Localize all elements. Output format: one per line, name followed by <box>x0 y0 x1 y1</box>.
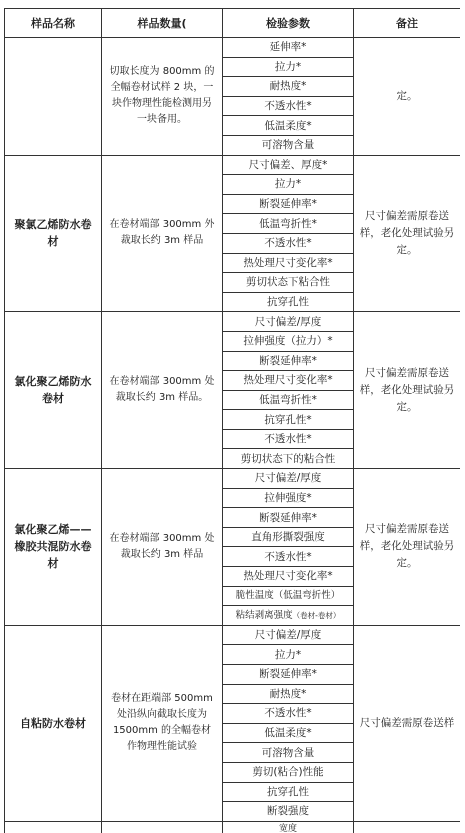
test-parameter: 低温弯折性* <box>223 214 354 234</box>
test-parameter: 不透水性* <box>223 96 354 116</box>
test-parameter: 不透水性* <box>223 704 354 724</box>
test-parameter: 断裂延伸率* <box>223 508 354 528</box>
table-row <box>5 625 461 645</box>
test-parameter: 可溶物含量 <box>223 743 354 763</box>
test-parameter: 断裂延伸率* <box>223 665 354 685</box>
sample-quantity-cell: 在卷材端部 300mm 处裁取长约 3m 样品。 <box>102 312 223 469</box>
test-parameter: 耐热度* <box>223 77 354 97</box>
sample-quantity-cell: 在卷材端部 300mm 外裁取长约 3m 样品 <box>102 155 223 312</box>
test-parameter: 热处理尺寸变化率* <box>223 567 354 587</box>
header-test-parameters: 检验参数 <box>223 9 354 38</box>
test-parameter: 断裂强度 <box>223 802 354 822</box>
remark-cell: 尺寸偏差需原卷送样，老化处理试验另定。 <box>354 469 461 626</box>
test-parameter: 尺寸偏差/厚度 <box>223 312 354 332</box>
test-parameter: 脆性温度（低温弯折性） <box>223 586 354 606</box>
test-parameter: 尺寸偏差、厚度* <box>223 155 354 175</box>
sample-name-cell: 氯化聚乙烯防水卷材 <box>5 312 102 469</box>
test-parameter: 低温弯折性* <box>223 390 354 410</box>
test-parameter: 可溶物含量 <box>223 135 354 155</box>
remark-cell <box>354 821 461 833</box>
test-parameter: 低温柔度* <box>223 723 354 743</box>
test-parameter: 抗穿孔性 <box>223 292 354 312</box>
header-sample-quantity: 样品数量( <box>102 9 223 38</box>
sample-quantity-cell <box>102 821 223 833</box>
table-row <box>5 155 461 175</box>
remark-cell: 尺寸偏差需原卷送样 <box>354 625 461 821</box>
table-row <box>5 469 461 489</box>
test-parameter: 断裂延伸率* <box>223 194 354 214</box>
remark-cell: 尺寸偏差需原卷送样，老化处理试验另定。 <box>354 155 461 312</box>
test-parameter: 耐热度* <box>223 684 354 704</box>
test-parameter: 不透水性* <box>223 233 354 253</box>
test-parameter: 低温柔度* <box>223 116 354 136</box>
test-parameter: 拉力* <box>223 57 354 77</box>
test-parameter: 宽度 <box>223 821 354 833</box>
test-parameter: 热处理尺寸变化率* <box>223 253 354 273</box>
table-header-row <box>5 9 461 38</box>
test-parameter: 断裂延伸率* <box>223 351 354 371</box>
sample-quantity-cell: 在卷材端部 300mm 处裁取长约 3m 样品 <box>102 469 223 626</box>
remark-cell: 尺寸偏差需原卷送样，老化处理试验另定。 <box>354 312 461 469</box>
spec-sheet <box>4 8 460 833</box>
test-parameter: 剪切状态下粘合性 <box>223 273 354 293</box>
sample-name-cell <box>5 821 102 833</box>
table-row <box>5 821 461 833</box>
test-parameter <box>223 606 354 626</box>
test-parameter: 不透水性* <box>223 429 354 449</box>
table-row <box>5 38 461 58</box>
sample-name-cell: 氯化聚乙烯——橡胶共混防水卷材 <box>5 469 102 626</box>
test-parameter: 拉力* <box>223 175 354 195</box>
test-parameter: 延伸率* <box>223 38 354 58</box>
test-parameter: 剪切状态下的粘合性 <box>223 449 354 469</box>
test-parameter: 抗穿孔性* <box>223 410 354 430</box>
sample-quantity-cell: 卷材在距端部 500mm 处沿纵向截取长度为 1500mm 的全幅卷材作物理性能试验 <box>102 625 223 821</box>
sample-name-cell <box>5 38 102 156</box>
test-parameter: 尺寸偏差/厚度 <box>223 625 354 645</box>
test-parameter: 拉伸强度* <box>223 488 354 508</box>
remark-cell: 定。 <box>354 38 461 156</box>
header-remarks: 备注 <box>354 9 461 38</box>
test-parameter-label: 粘结剥离强度 <box>235 609 293 621</box>
test-parameter: 尺寸偏差/厚度 <box>223 469 354 489</box>
test-parameter: 拉力* <box>223 645 354 665</box>
test-parameter: 不透水性* <box>223 547 354 567</box>
test-parameter: 抗穿孔性 <box>223 782 354 802</box>
table-row <box>5 312 461 332</box>
test-parameter-note: （卷材-卷材） <box>292 610 341 620</box>
test-parameter: 热处理尺寸变化率* <box>223 371 354 391</box>
sample-quantity-cell: 切取长度为 800mm 的全幅卷材试样 2 块，一块作物理性能检测用另一块备用。 <box>102 38 223 156</box>
sample-name-cell: 聚氯乙烯防水卷材 <box>5 155 102 312</box>
sample-name-cell: 自粘防水卷材 <box>5 625 102 821</box>
test-parameter: 剪切(粘合)性能 <box>223 762 354 782</box>
sampling-table <box>4 8 460 833</box>
header-sample-name: 样品名称 <box>5 9 102 38</box>
test-parameter: 拉伸强度（拉力）* <box>223 331 354 351</box>
test-parameter: 直角形撕裂强度 <box>223 527 354 547</box>
